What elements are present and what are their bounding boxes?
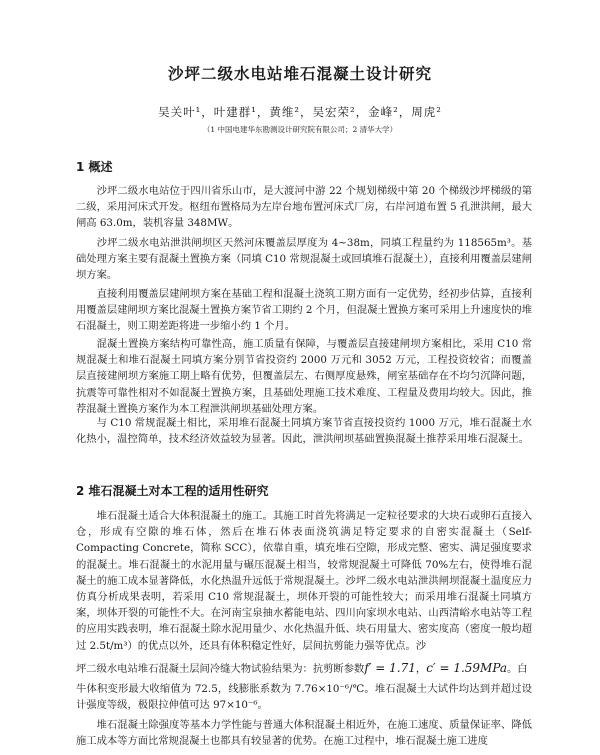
- paragraph: 堆石混凝土适合大体积混凝土的施工。其施工时首先将满足一定粒径要求的大块石或卵石直接入仓，形成有空隙的堆石体，然后在堆石体表面浇筑满足特定要求的自密实混凝土（Self-Compacting Concrete，简称 SCC），依靠自重，填充堆石空隙，形成完整、密实、满足强度要求的混凝土。堆石混凝土的水泥用量与碾压混凝土相当，较常规混凝土可降低 70%左右，使得堆石混凝土的施工成本显著降低，水化热温升远低于常规混凝土。沙坪二级水电站泄洪闸坝混凝土温度应力仿真分析成果表明，若采用 C10 常规混凝土，坝体开裂的可能性较大；而采用堆石混凝土同填方案，坝体开裂的可能性不大。在河南宝泉抽水蓄能电站、四川向家坝水电站、山西清峪水电站等工程的应用实践表明，堆石混凝土除水泥用量少、水化热温升低、块石用量大、密实度高（密度一般均超过 2.5t/m³）的优点以外，还具有体积稳定性好，层间抗剪能力强等优点。沙: [76, 510, 532, 652]
- paragraph: 沙坪二级水电站位于四川省乐山市，是大渡河中游 22 个规划梯级中第 20 个梯级沙坪梯级的第二级，采用河床式开发。枢纽布置格局为左岸台地布置河床式厂房，右岸河道布置 5 孔泄洪闸，最大闸高 63.0m，装机容量 348MW。: [76, 185, 532, 230]
- paragraph: 与 C10 常规混凝土相比，采用堆石混凝土同填方案节省直接投资约 1000 万元，堆石混凝土水化热小，温控简单，技术经济效益较为显著。因此，泄洪闸坝基础置换混凝土推荐采用堆石混凝土。: [76, 417, 532, 446]
- cohesion-value: c′ = 1.59MPa: [426, 661, 508, 675]
- section-heading-overview: 1 概述: [76, 160, 113, 174]
- section-heading-applicability: 2 堆石混凝土对本工程的适用性研究: [76, 484, 269, 498]
- formula-separator: ，: [415, 663, 427, 675]
- paragraph-with-formula: [76, 660, 532, 677]
- paragraph: 混凝土置换方案结构可靠性高，施工质量有保障，与覆盖层直接建闸坝方案相比，采用 C10 常规混凝土和堆石混凝土同填方案分别节省投资约 2000 万元和 3052 万元，工程投资较省；而覆盖层直接建闸坝方案施工期上略有优势，但覆盖层左、右侧厚度悬殊，闸室基础存在不均匀沉降问题，抗震等可靠性相对不如混凝土置换方案，且基础处理施工技术难度、工程量及费用均较大。因此，推荐混凝土置换方案作为本工程泄洪闸坝基础处理方案。: [76, 338, 532, 415]
- formula-trail-text: 。白: [507, 663, 528, 675]
- formula-lead-text: 坪二级水电站堆石混凝土层间冷缝大物试验结果为：抗剪断参数: [76, 663, 365, 675]
- paragraph: 牛体积变形最大收缩值为 72.5，线膨胀系数为 7.76×10⁻⁶/℃。堆石混凝土大试件均达到并超过设计强度等级，极限拉伸值可达 97×10⁻⁶。: [76, 683, 532, 712]
- paragraph: 堆石混凝土除强度等基本力学性能与普通大体积混凝土相近外，在施工速度、质量保证率、降低施工成本等方面比常规混凝土也都具有较显著的优势。在施工过程中，堆石混凝土施工进度: [76, 719, 532, 748]
- paragraph: 沙坪二级水电站泄洪闸坝区天然河床覆盖层厚度为 4~38m，同填工程量约为 118565m³。基础处理方案主要有混凝土置换方案（同填 C10 常规混凝土或回填堆石混凝土），直接利用覆盖层建闸坝方案。: [76, 237, 532, 282]
- paragraph: 直接利用覆盖层建闸坝方案在基础工程和混凝土浇筑工期方面有一定优势，经初步估算，直接利用覆盖层建闸坝方案比混凝土置换方案节省工期约 2 个月，但混凝土置换方案可采用上升速度快的堆石混凝土，则工期差距将进一步缩小约 1 个月。: [76, 288, 532, 333]
- affiliation: （1 中国电建华东勘测设计研究院有限公司；2 清华大学）: [202, 125, 398, 134]
- paper-title: 沙坪二级水电站堆石混凝土设计研究: [167, 65, 432, 83]
- author-list: 吴关叶¹，叶建群¹，黄维²，吴宏荣²，金峰²，周虎²: [158, 105, 442, 119]
- shear-friction-coefficient: f′ = 1.71: [364, 661, 416, 675]
